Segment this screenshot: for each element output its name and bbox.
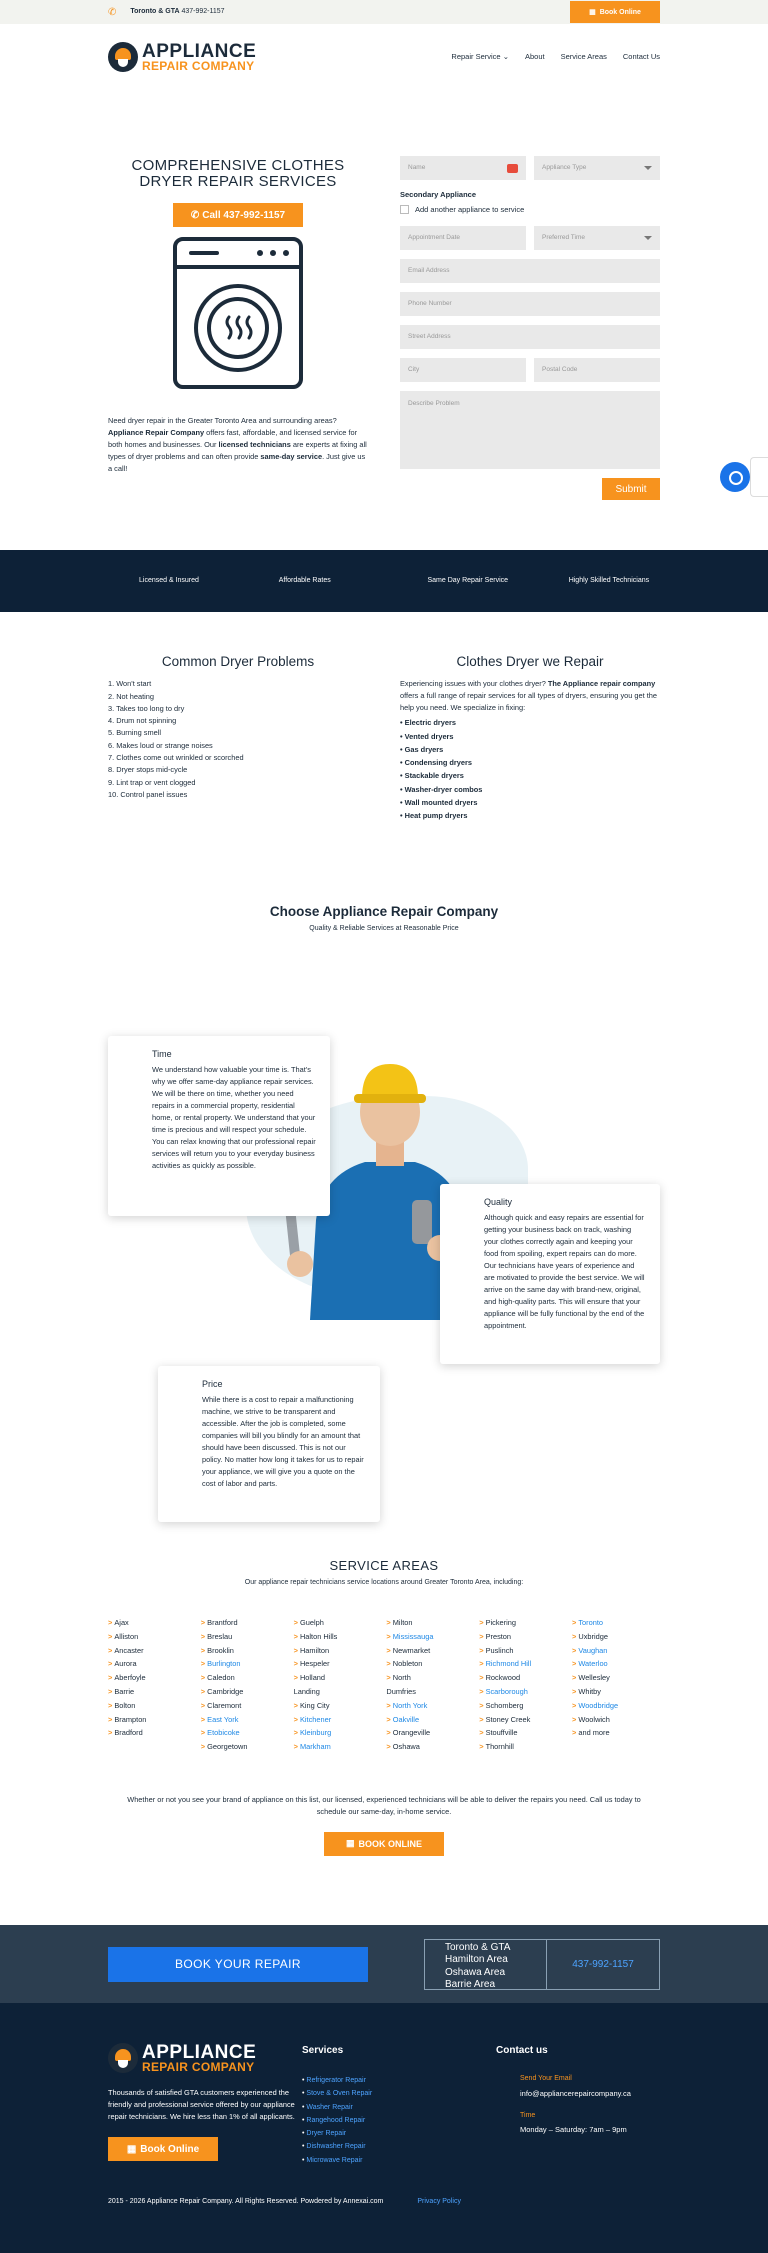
- feature-skilled: Highly Skilled Technicians: [568, 577, 650, 584]
- nav-repair-service[interactable]: Repair Service ⌄: [451, 52, 509, 62]
- area-item: > Stouffville: [479, 1726, 567, 1740]
- email-link[interactable]: info@appliancerepaircompany.ca: [520, 2088, 631, 2098]
- submit-button[interactable]: Submit: [602, 478, 660, 500]
- location-item: Barrie Area: [445, 1979, 496, 1990]
- area-item: > Milton: [386, 1616, 474, 1630]
- footer-service-link[interactable]: • Microwave Repair: [302, 2154, 496, 2167]
- area-item: > Barrie: [108, 1685, 196, 1699]
- area-item: > Preston: [479, 1630, 567, 1644]
- area-item[interactable]: > Etobicoke: [201, 1726, 289, 1740]
- area-item: > King City: [294, 1699, 382, 1713]
- chat-icon[interactable]: [720, 462, 750, 492]
- locations-box: [424, 1939, 660, 1990]
- hero-description: Need dryer repair in the Greater Toronto Area and surrounding areas? Appliance Repair Company offers fast, affordable, and licensed service for both homes and businesses. Our licensed technicians are experts at fixing all types of dryer problems and can often provide same-day service. Just give us a call!: [108, 416, 367, 473]
- area-item: > Uxbridge: [572, 1630, 660, 1644]
- area-item: > Aberfoyle: [108, 1671, 196, 1685]
- area-item: Landing: [293, 1686, 320, 1696]
- footer-contact-title: Contact us: [496, 2045, 548, 2056]
- footer-service-link[interactable]: • Refrigerator Repair: [302, 2074, 496, 2087]
- appliance-type-select[interactable]: Appliance Type: [534, 156, 660, 180]
- time-card-title: Time: [152, 1049, 172, 1059]
- area-item: > Hamilton: [294, 1644, 382, 1658]
- book-repair-bar: [0, 1925, 768, 2003]
- nav-contact-us[interactable]: Contact Us: [622, 52, 660, 62]
- email-field[interactable]: Email Address: [400, 259, 660, 283]
- top-location-phone[interactable]: Toronto & GTA 437-992-1157: [130, 7, 225, 15]
- area-item: > Hespeler: [294, 1657, 382, 1671]
- feature-licensed: Licensed & Insured: [139, 577, 199, 584]
- logo-line2: REPAIR COMPANY: [142, 58, 255, 73]
- calendar-icon: ▦: [345, 1838, 355, 1849]
- list-item: • Electric dryers: [400, 716, 660, 729]
- area-item: Dumfries: [386, 1686, 416, 1696]
- list-item: • Vented dryers: [400, 730, 660, 743]
- area-item[interactable]: > Mississauga: [386, 1630, 474, 1644]
- footer-book-online-button[interactable]: [108, 2137, 218, 2161]
- footer-book-online-label: Book Online: [140, 2143, 200, 2155]
- area-item[interactable]: > Scarborough: [479, 1685, 567, 1699]
- list-item: • Heat pump dryers: [400, 809, 660, 822]
- area-item: > Brampton: [108, 1713, 196, 1727]
- choose-title: Choose Appliance Repair Company: [269, 904, 499, 919]
- list-item: 8. Dryer stops mid-cycle: [108, 765, 188, 775]
- list-item: • Stackable dryers: [400, 769, 660, 782]
- area-item: > Thornhill: [479, 1740, 567, 1754]
- area-item: > Pickering: [479, 1616, 567, 1630]
- area-item[interactable]: > East York: [201, 1713, 289, 1727]
- area-item: > Breslau: [201, 1630, 289, 1644]
- site-header: [0, 24, 768, 90]
- area-item: > Holland: [294, 1671, 382, 1685]
- area-item[interactable]: > Markham: [294, 1740, 382, 1754]
- list-item: 10. Control panel issues: [108, 789, 188, 799]
- area-item: > Woolwich: [572, 1713, 660, 1727]
- service-areas-section: [0, 1500, 768, 1925]
- areas-column: [572, 1616, 660, 1754]
- footer-services-title: Services: [302, 2045, 344, 2056]
- area-item[interactable]: > Toronto: [572, 1616, 660, 1630]
- area-item: > Orangeville: [386, 1726, 474, 1740]
- footer-service-link[interactable]: • Dryer Repair: [302, 2127, 496, 2140]
- footer-service-link[interactable]: • Dishwasher Repair: [302, 2140, 496, 2153]
- area-item: > North: [386, 1671, 474, 1685]
- repair-title: Clothes Dryer we Repair: [456, 654, 604, 669]
- area-item: > Nobleton: [386, 1657, 474, 1671]
- location-item: Oshawa Area: [445, 1966, 506, 1978]
- price-card: [158, 1366, 380, 1522]
- feature-affordable: Affordable Rates: [278, 577, 331, 584]
- area-item[interactable]: > Waterloo: [572, 1657, 660, 1671]
- area-item: > Puslinch: [479, 1644, 567, 1658]
- location-item: Toronto & GTA: [445, 1941, 511, 1953]
- areas-subtitle: Our appliance repair technicians service locations around Greater Toronto Area, including:: [244, 1578, 524, 1586]
- logo-line1: APPLIANCE: [142, 2041, 257, 2063]
- areas-book-online-button[interactable]: [324, 1832, 444, 1856]
- list-item: 3. Takes too long to dry: [108, 703, 185, 713]
- area-item: > Ajax: [108, 1616, 196, 1630]
- secondary-appliance-label: Secondary Appliance: [400, 190, 476, 199]
- choose-subtitle: Quality & Reliable Services at Reasonable Price: [309, 925, 459, 933]
- list-item: 7. Clothes come out wrinkled or scorched: [108, 753, 244, 763]
- area-item[interactable]: > Kleinburg: [294, 1726, 382, 1740]
- top-book-online-button[interactable]: [570, 1, 660, 23]
- list-item: 9. Lint trap or vent clogged: [108, 777, 196, 787]
- area-item: > Georgetown: [201, 1740, 289, 1754]
- area-item[interactable]: > Richmond Hill: [479, 1657, 567, 1671]
- list-item: 2. Not heating: [108, 691, 155, 701]
- hours-text: Monday – Saturday: 7am – 9pm: [520, 2125, 627, 2135]
- repair-intro: Experiencing issues with your clothes dryer? The Appliance repair company offers a full range of repair services for all types of dryers, ensuring you get the help you need. We specialize in fixing:: [400, 679, 658, 713]
- area-item[interactable]: > North York: [386, 1699, 474, 1713]
- phone-icon: ✆: [108, 6, 117, 18]
- choose-section: [0, 860, 768, 1500]
- features-bar: [0, 550, 768, 612]
- list-item: • Gas dryers: [400, 743, 660, 756]
- logo-line2: REPAIR COMPANY: [142, 2059, 255, 2074]
- area-item: > Brantford: [201, 1616, 289, 1630]
- area-item: > Bradford: [108, 1726, 196, 1740]
- booking-form: [400, 156, 660, 550]
- area-item: > and more: [572, 1726, 660, 1740]
- area-item[interactable]: > Burlington: [201, 1657, 289, 1671]
- areas-book-online-label: BOOK ONLINE: [358, 1838, 423, 1849]
- area-item: > Claremont: [201, 1699, 289, 1713]
- list-item: 5. Burning smell: [108, 728, 161, 738]
- call-button[interactable]: [173, 203, 303, 227]
- list-item: 1. Won't start: [108, 679, 152, 689]
- side-tab[interactable]: [750, 457, 768, 497]
- top-bar: [0, 0, 768, 24]
- privacy-policy-link[interactable]: Privacy Policy: [417, 2198, 461, 2206]
- areas-column: [479, 1616, 567, 1754]
- chevron-down-icon: ⌄: [502, 52, 509, 62]
- appointment-date-field[interactable]: Appointment Date: [400, 226, 526, 250]
- areas-grid: [108, 1616, 660, 1754]
- area-item: > Stoney Creek: [479, 1713, 567, 1727]
- areas-column: [108, 1616, 196, 1754]
- time-card: [108, 1036, 330, 1216]
- area-item: > Cambridge: [201, 1685, 289, 1699]
- problems-section: [0, 612, 768, 860]
- area-item[interactable]: > Woodbridge: [572, 1699, 660, 1713]
- required-icon: [507, 164, 518, 173]
- area-item[interactable]: > Kitchener: [294, 1713, 382, 1727]
- city-field[interactable]: City: [400, 358, 526, 382]
- list-item: • Washer-dryer combos: [400, 783, 660, 796]
- quality-card: [440, 1184, 660, 1364]
- footer-about: Thousands of satisfied GTA customers experienced the friendly and professional service offered by our appliance repair technicians. We hire less than 1% of all applicants.: [108, 2088, 295, 2121]
- technician-logo-icon: [108, 2043, 138, 2073]
- bookbar-phone-link[interactable]: 437-992-1157: [572, 1958, 634, 1970]
- nav-service-areas[interactable]: Service Areas: [560, 52, 607, 62]
- list-item: • Condensing dryers: [400, 756, 660, 769]
- list-item: • Wall mounted dryers: [400, 796, 660, 809]
- area-item: > Caledon: [201, 1671, 289, 1685]
- area-item: > Ancaster: [108, 1644, 196, 1658]
- footer-service-link[interactable]: • Rangehood Repair: [302, 2114, 496, 2127]
- area-item: > Brooklin: [201, 1644, 289, 1658]
- add-another-checkbox[interactable]: [400, 205, 409, 214]
- footer-services-list: [302, 2074, 496, 2167]
- add-another-label: Add another appliance to service: [415, 205, 525, 215]
- call-button-label: Call 437-992-1157: [202, 209, 286, 221]
- phone-icon: ✆: [190, 209, 200, 221]
- feature-same-day: Same Day Repair Service: [427, 577, 509, 584]
- area-item: > Schomberg: [479, 1699, 567, 1713]
- copyright-text: 2015 - 2026 Appliance Repair Company. All Rights Reserved. Powdered by Annexai.com: [108, 2198, 384, 2206]
- dryer-icon: [173, 237, 303, 389]
- top-contact: [108, 5, 225, 20]
- email-label: Send Your Email: [520, 2075, 572, 2082]
- list-item: 6. Makes loud or strange noises: [108, 740, 213, 750]
- nav-about[interactable]: About: [525, 52, 545, 62]
- top-book-online-label: Book Online: [599, 8, 641, 16]
- area-item: > Wellesley: [572, 1671, 660, 1685]
- technician-logo-icon: [108, 42, 138, 72]
- calendar-icon: ▦: [589, 9, 596, 16]
- area-item: > Aurora: [108, 1657, 196, 1671]
- quality-card-text: Although quick and easy repairs are essential for getting your business back on track, washing your clothes correctly again and keeping your food from spoiling, expert repairs can do more. Our technicians have years of experience and are motivated to provide the best service. We will arrive on the same day with brand-new, original, and high-quality parts. This will ensure that your appliance will be fully functional by the end of the appointment.: [484, 1213, 645, 1330]
- price-card-title: Price: [202, 1379, 223, 1389]
- footer-service-link[interactable]: • Stove & Oven Repair: [302, 2087, 496, 2100]
- areas-column: [201, 1616, 289, 1754]
- area-item: > Oshawa: [386, 1740, 474, 1754]
- area-item[interactable]: > Oakville: [386, 1713, 474, 1727]
- location-item: Hamilton Area: [445, 1954, 508, 1965]
- hero-section: [0, 90, 768, 550]
- book-your-repair-button[interactable]: BOOK YOUR REPAIR: [108, 1947, 368, 1982]
- areas-note: Whether or not you see your brand of appliance on this list, our licensed, experienced technicians will be able to deliver the repairs you need. Call us today to schedule our same-day, in-home service.: [127, 1794, 641, 1816]
- phone-field[interactable]: Phone Number: [400, 292, 660, 316]
- site-footer: [0, 2003, 768, 2253]
- list-item: 4. Drum not spinning: [108, 716, 177, 726]
- area-item: > Rockwood: [479, 1671, 567, 1685]
- area-item: > Guelph: [294, 1616, 382, 1630]
- area-item: > Bolton: [108, 1699, 196, 1713]
- area-item: > Alliston: [108, 1630, 196, 1644]
- price-card-text: While there is a cost to repair a malfunctioning machine, we strive to be transparent and accessible. After the job is completed, some companies will bill you blindly for an amount that should have been discussed. This is not our policy. No matter how long it takes for us to repair your appliance, we will give you a quote on the cost of labor and parts.: [202, 1395, 364, 1488]
- area-item: > Whitby: [572, 1685, 660, 1699]
- name-field[interactable]: Name: [400, 156, 526, 180]
- describe-problem-textarea[interactable]: Describe Problem: [400, 391, 660, 469]
- quality-card-title: Quality: [484, 1197, 513, 1207]
- areas-column: [386, 1616, 474, 1754]
- preferred-time-select[interactable]: Preferred Time: [534, 226, 660, 250]
- area-item: > Newmarket: [386, 1644, 474, 1658]
- dryer-types-list: [400, 716, 660, 822]
- main-nav: [451, 51, 660, 62]
- area-item: > Halton Hills: [294, 1630, 382, 1644]
- areas-title: SERVICE AREAS: [329, 1558, 439, 1573]
- postal-code-field[interactable]: Postal Code: [534, 358, 660, 382]
- logo-line1: APPLIANCE: [142, 40, 257, 62]
- calendar-icon: ▦: [126, 2143, 137, 2155]
- problems-title: Common Dryer Problems: [161, 654, 315, 669]
- footer-service-link[interactable]: • Washer Repair: [302, 2101, 496, 2114]
- footer-logo[interactable]: [108, 2043, 302, 2073]
- time-card-text: We understand how valuable your time is. That's why we offer same-day appliance repair services. We will be there on time, whether you need repairs in a commercial property, residential home, or rental property. We understand that your time is precious and will respect your schedule. You can relax knowing that our professional repair services will return you to your everyday business activities as quickly as possible.: [152, 1065, 316, 1170]
- area-item[interactable]: > Vaughan: [572, 1644, 660, 1658]
- time-label: Time: [520, 2111, 536, 2119]
- problems-list: [108, 678, 368, 801]
- areas-column: [294, 1616, 382, 1754]
- street-address-field[interactable]: Street Address: [400, 325, 660, 349]
- site-logo[interactable]: [108, 42, 256, 72]
- page-title: COMPREHENSIVE CLOTHES DRYER REPAIR SERVICES: [131, 157, 345, 190]
